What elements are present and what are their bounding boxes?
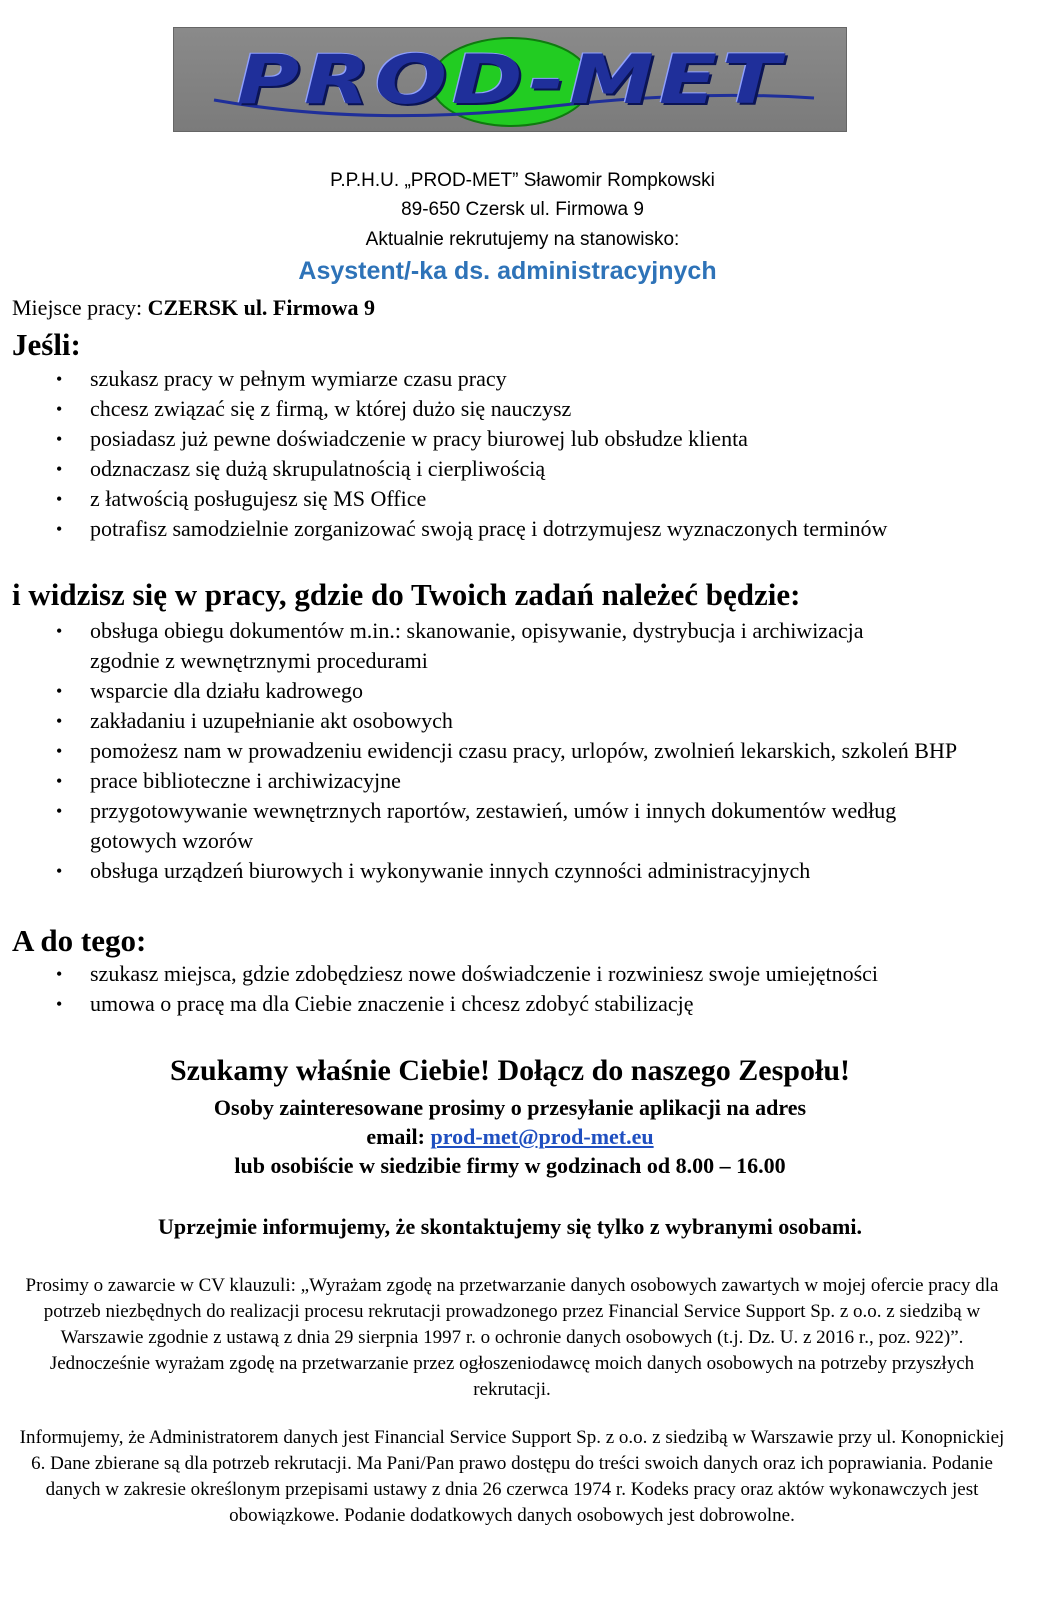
list-item: • pomożesz nam w prowadzeniu ewidencji czasu pracy, urlopów, zwolnień lekarskich, szkoleń BHP (0, 736, 995, 766)
list-item: • obsługa obiegu dokumentów m.in.: skanowanie, opisywanie, dystrybucja i archiwizacja zgodnie z wewnętrznymi procedurami (0, 616, 890, 676)
list-item: • potrafisz samodzielnie zorganizować swoją pracę i dotrzymujesz wyznaczonych terminów (0, 514, 950, 544)
workplace-value: CZERSK ul. Firmowa 9 (147, 295, 375, 320)
cv-clause: Prosimy o zawarcie w CV klauzuli: „Wyrażam zgodę na przetwarzanie danych osobowych zawartych w mojej ofercie pracy dla potrzeb niezbędnych do realizacji procesu rekrutacji prowadzonego przez Financial Service Support Sp. z o.o. z siedzibą w Warszawie zgodnie z ustawą z dnia 29 sierpnia 1997 r. o ochronie danych osobowych (t.j. Dz. U. z 2016 r., poz. 922)”. Jednocześnie wyrażam zgodę na przetwarzanie przez ogłoszeniodawcę moich danych osobowych na potrzeby przyszłych rekrutacji. (25, 1275, 999, 1400)
email-link[interactable]: prod-met@prod-met.eu (430, 1124, 654, 1149)
logo-text: PROD-MET (236, 41, 786, 120)
list-item: • chcesz związać się z firmą, w której dużo się nauczysz (0, 394, 990, 424)
company-address: 89-650 Czersk ul. Firmowa 9 (401, 199, 644, 220)
company-logo (173, 27, 847, 132)
workplace (12, 294, 375, 322)
list-item: • szukasz pracy w pełnym wymiarze czasu pracy (0, 364, 990, 394)
in-person-info: lub osobiście w siedzibie firmy w godzinach od 8.00 – 16.00 (234, 1153, 786, 1178)
email-line (0, 1123, 1020, 1151)
section-heading-also: A do tego: (12, 923, 147, 958)
selection-notice: Uprzejmie informujemy, że skontaktujemy się tylko z wybranymi osobami. (158, 1214, 862, 1239)
list-item: • odznaczasz się dużą skrupulatnością i cierpliwością (0, 454, 990, 484)
company-name: P.P.H.U. „PROD-MET” Sławomir Rompkowski (330, 170, 715, 191)
call-to-action: Szukamy właśnie Ciebie! Dołącz do naszego Zespołu! (169, 1054, 850, 1087)
duties-list (0, 616, 995, 886)
job-title: Asystent/-ka ds. administracyjnych (298, 257, 717, 285)
list-item: • z łatwością posługujesz się MS Office (0, 484, 990, 514)
requirements-list (0, 364, 990, 544)
benefits-list (0, 959, 990, 1019)
list-item: • prace biblioteczne i archiwizacyjne (0, 766, 990, 796)
apply-instruction: Osoby zainteresowane prosimy o przesyłanie aplikacji na adres (213, 1095, 807, 1120)
recruiting-intro: Aktualnie rekrutujemy na stanowisko: (365, 229, 680, 250)
list-item: • przygotowywanie wewnętrznych raportów, zestawień, umów i innych dokumentów według gotowych wzorów (0, 796, 980, 856)
list-item: • umowa o pracę ma dla Ciebie znaczenie i chcesz zdobyć stabilizację (0, 989, 990, 1019)
section-heading-duties: i widzisz się w pracy, gdzie do Twoich zadań należeć będzie: (12, 577, 801, 612)
list-item: • obsługa urządzeń biurowych i wykonywanie innych czynności administracyjnych (0, 856, 990, 886)
workplace-label: Miejsce pracy: (12, 295, 143, 320)
list-item: • posiadasz już pewne doświadczenie w pracy biurowej lub obsłudze klienta (0, 424, 990, 454)
section-heading-if: Jeśli: (12, 327, 81, 362)
list-item: • zakładaniu i uzupełnianie akt osobowych (0, 706, 990, 736)
data-admin-info: Informujemy, że Administratorem danych jest Financial Service Support Sp. z o.o. z siedzibą w Warszawie przy ul. Konopnickiej 6. Dane zbierane są dla potrzeb rekrutacji. Ma Pani/Pan prawo dostępu do treści swoich danych oraz ich poprawiania. Podanie danych w zakresie określonym przepisami ustawy z dnia 26 czerwca 1974 r. Kodeks pracy oraz aktów wykonawczych jest obowiązkowe. Podanie dodatkowych danych osobowych jest dobrowolne. (19, 1427, 1005, 1526)
email-label: email: (366, 1124, 425, 1149)
list-item: • wsparcie dla działu kadrowego (0, 676, 990, 706)
list-item: • szukasz miejsca, gdzie zdobędziesz nowe doświadczenie i rozwiniesz swoje umiejętności (0, 959, 910, 989)
